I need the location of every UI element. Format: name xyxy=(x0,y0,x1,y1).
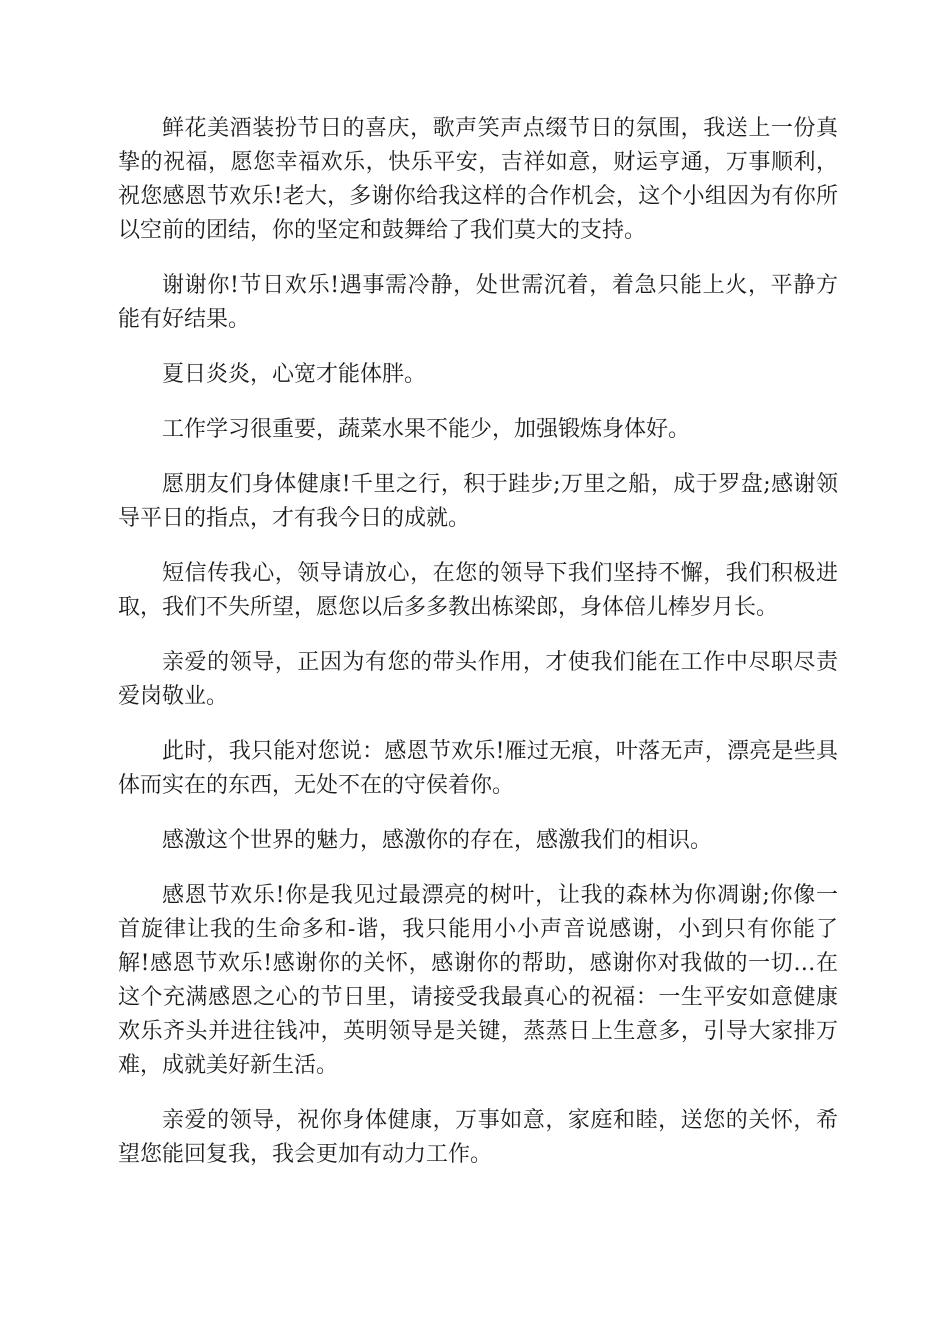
paragraph-8: 此时，我只能对您说：感恩节欢乐!雁过无痕，叶落无声，漂亮是些具体而实在的东西，无处不在的守侯着你。 xyxy=(118,739,838,798)
paragraph-10: 感恩节欢乐!你是我见过最漂亮的树叶，让我的森林为你凋谢;你像一首旋律让我的生命多和-谐，我只能用小小声音说感谢，小到只有你能了解!感恩节欢乐!感谢你的关怀，感谢你的帮助，感谢你对我做的一切…在这个充满感恩之心的节日里，请接受我最真心的祝福：一生平安如意健康欢乐齐头并进往钱冲，英明领导是关键，蒸蒸日上生意多，引导大家排万难，成就美好新生活。 xyxy=(118,883,838,1078)
paragraph-9: 感激这个世界的魅力，感激你的存在，感激我们的相识。 xyxy=(162,828,713,853)
paragraph-11: 亲爱的领导，祝你身体健康，万事如意，家庭和睦，送您的关怀，希望您能回复我，我会更加有动力工作。 xyxy=(118,1108,838,1167)
paragraph-2: 谢谢你!节日欢乐!遇事需冷静，处世需沉着，着急只能上火，平静方能有好结果。 xyxy=(118,273,838,332)
paragraph-6: 短信传我心，领导请放心，在您的领导下我们坚持不懈，我们积极进取，我们不失所望，愿您以后多多教出栋梁郎，身体倍儿棒岁月长。 xyxy=(118,561,838,620)
paragraph-3: 夏日炎炎，心宽才能体胖。 xyxy=(162,362,427,387)
document-page xyxy=(118,112,838,1193)
paragraph-5: 愿朋友们身体健康!千里之行，积于跬步;万里之船，成于罗盘;感谢领导平日的指点，才有我今日的成就。 xyxy=(118,472,838,531)
paragraph-1: 鲜花美酒装扮节日的喜庆，歌声笑声点缀节日的氛围，我送上一份真挚的祝福，愿您幸福欢乐，快乐平安，吉祥如意，财运亨通，万事顺利，祝您感恩节欢乐!老大，多谢你给我这样的合作机会，这个小组因为有你所以空前的团结，你的坚定和鼓舞给了我们莫大的支持。 xyxy=(118,116,838,243)
paragraph-7: 亲爱的领导，正因为有您的带头作用，才使我们能在工作中尽职尽责爱岗敬业。 xyxy=(118,650,838,709)
paragraph-4: 工作学习很重要，蔬菜水果不能少，加强锻炼身体好。 xyxy=(162,417,691,442)
